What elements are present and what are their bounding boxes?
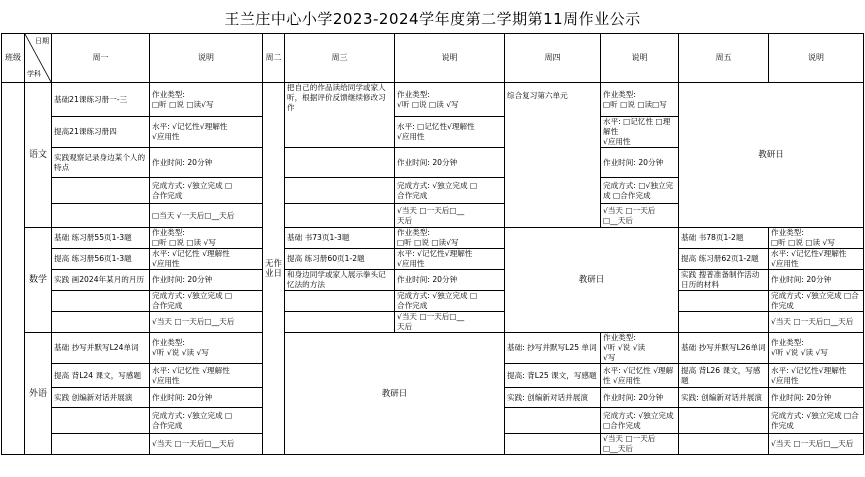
subject-name: 语文 bbox=[25, 83, 52, 228]
mon-task: 提高21课练习册四 bbox=[52, 117, 150, 148]
wed-note: 作业类型: √听 □说 □读 √写 bbox=[395, 83, 505, 117]
mon-note: 作业时间: 20分钟 bbox=[150, 388, 263, 408]
wed-note: 作业类型: □听 □说 □读√写 bbox=[395, 228, 505, 249]
thu-note: 水平: √记忆性 √理解性 √应用性 bbox=[601, 364, 679, 388]
fri-note: 作业类型: □听 □说 □读 √写 bbox=[769, 228, 864, 249]
table-row bbox=[2, 312, 864, 333]
wed-task bbox=[285, 178, 395, 204]
mon-note: 作业类型: □听 □说 □读 √写 bbox=[150, 228, 263, 249]
mon-task bbox=[52, 291, 150, 312]
mon-note: 完成方式: √独立完成 □ 合作完成 bbox=[150, 291, 263, 312]
mon-task: 实践 创编新对话并展演 bbox=[52, 388, 150, 408]
wed-note: 作业时间: 20分钟 bbox=[395, 148, 505, 178]
mon-note: 作业类型: □听 □说 □读√写 bbox=[150, 83, 263, 117]
thu-note: 水平: □记忆性 □理解性 √应用性 bbox=[601, 117, 679, 148]
mon-task: 实践观察记录身边某个人的特点 bbox=[52, 148, 150, 178]
mon-note: √当天 □一天后□__天后 bbox=[150, 312, 263, 333]
fri-task bbox=[679, 291, 769, 312]
wed-task bbox=[285, 204, 395, 228]
mon-note: 水平: √记忆性 √理解性 √应用性 bbox=[150, 364, 263, 388]
thu-note: √当天 □一天后 □__天后 bbox=[601, 204, 679, 228]
table-row bbox=[2, 83, 864, 117]
table-row bbox=[2, 333, 864, 364]
table-row bbox=[2, 249, 864, 270]
header-wed: 周三 bbox=[285, 34, 395, 83]
mon-note: 水平: √记忆性 √理解性 √应用性 bbox=[150, 249, 263, 270]
header-diagonal bbox=[25, 34, 52, 83]
table-row bbox=[2, 291, 864, 312]
thu-task bbox=[505, 408, 601, 434]
fri-task: 提高 背L26 课文，写感题 bbox=[679, 364, 769, 388]
wed-task: 和身边同学或家人展示拳头记忆法的方法 bbox=[285, 270, 395, 291]
fri-task: 基础 抄写并默写L26单词 bbox=[679, 333, 769, 364]
fri-task bbox=[679, 434, 769, 455]
grade-cell bbox=[2, 83, 25, 455]
subject-name: 数学 bbox=[25, 228, 52, 333]
thu-note: 作业时间: 20分钟 bbox=[601, 148, 679, 178]
mon-note: √当天 □一天后□__天后 bbox=[150, 434, 263, 455]
fri-task bbox=[679, 312, 769, 333]
tue-no-homework: 无作业日 bbox=[263, 83, 285, 455]
wed-note: 完成方式: √独立完成 □ 合作完成 bbox=[395, 291, 505, 312]
wed-research-day: 教研日 bbox=[285, 333, 505, 455]
header-note: 说明 bbox=[150, 34, 263, 83]
fri-note: 水平: √记忆性√理解性 √应用性 bbox=[769, 249, 864, 270]
mon-note: 作业时间: 20分钟 bbox=[150, 148, 263, 178]
wed-task: 提高 练习册60页1-2题 bbox=[285, 249, 395, 270]
header-thu: 周四 bbox=[505, 34, 601, 83]
fri-note: 水平: √记忆性√理解性 √应用性 bbox=[769, 364, 864, 388]
mon-task: 提高 练习册56页1-3题 bbox=[52, 249, 150, 270]
header-note: 说明 bbox=[769, 34, 864, 83]
wed-task: 把自己的作品读给同学或家人听，根据评价反馈继续修改习作 bbox=[285, 83, 395, 148]
fri-note: 作业时间: 20分钟 bbox=[769, 388, 864, 408]
wed-task bbox=[285, 291, 395, 312]
mon-note: 完成方式: √独立完成 □ 合作完成 bbox=[150, 178, 263, 204]
header-grade: 班级 bbox=[2, 34, 25, 83]
thu-note: 完成方式: □√独立完成 □合作完成 bbox=[601, 178, 679, 204]
fri-research-day: 教研日 bbox=[679, 83, 864, 228]
wed-task bbox=[285, 148, 395, 178]
thu-task: 实践: 创编新对话并展演 bbox=[505, 388, 601, 408]
mon-task bbox=[52, 408, 150, 434]
wed-note: √当天 □一天后□__ 天后 bbox=[395, 312, 505, 333]
mon-note: 完成方式: √独立完成 □ 合作完成 bbox=[150, 408, 263, 434]
wed-task bbox=[285, 312, 395, 333]
thu-task bbox=[505, 434, 601, 455]
fri-note: 完成方式: √独立完成 □合作完成 bbox=[769, 408, 864, 434]
wed-note: 作业时间: 20分钟 bbox=[395, 270, 505, 291]
wed-note: 水平: √记忆性√理解性 √应用性 bbox=[395, 249, 505, 270]
header-note: 说明 bbox=[601, 34, 679, 83]
fri-note: 作业时间: 20分钟 bbox=[769, 270, 864, 291]
mon-task: 基础 练习册55页1-3题 bbox=[52, 228, 150, 249]
thu-task: 综合复习第六单元 bbox=[505, 83, 601, 228]
subject-name: 外语 bbox=[25, 333, 52, 455]
fri-task: 实践: 创编新对话并展演 bbox=[679, 388, 769, 408]
wed-task: 基础 书73页1-3题 bbox=[285, 228, 395, 249]
fri-task bbox=[679, 408, 769, 434]
mon-task: 提高 背L24 课文，写感题 bbox=[52, 364, 150, 388]
header-note: 说明 bbox=[395, 34, 505, 83]
fri-task: 基础 书78页1-2题 bbox=[679, 228, 769, 249]
mon-task bbox=[52, 434, 150, 455]
header-subject-label: 学科 bbox=[27, 70, 41, 78]
mon-task bbox=[52, 204, 150, 228]
thu-note: 作业时间: 20分钟 bbox=[601, 388, 679, 408]
fri-task: 提高 练习册62页1-2题 bbox=[679, 249, 769, 270]
header-mon: 周一 bbox=[52, 34, 150, 83]
fri-note: 作业类型: √听 √说 √读 √写 bbox=[769, 333, 864, 364]
mon-task: 实践 画2024年某月的月历 bbox=[52, 270, 150, 291]
mon-note: 作业时间: 20分钟 bbox=[150, 270, 263, 291]
thu-note: 完成方式: √独立完成 □合作完成 bbox=[601, 408, 679, 434]
wed-note: 完成方式: √独立完成 □ 合作完成 bbox=[395, 178, 505, 204]
table-row bbox=[2, 228, 864, 249]
page-title: 王兰庄中心小学2023-2024学年度第二学期第11周作业公示 bbox=[224, 10, 641, 28]
homework-table bbox=[1, 33, 864, 455]
thu-note: 作业类型: √听 √说 √读 √写 bbox=[601, 333, 679, 364]
mon-task bbox=[52, 178, 150, 204]
fri-note: √当天 □一天后□__天后 bbox=[769, 434, 864, 455]
fri-task: 实践 搜普准备制作活动日历的材料 bbox=[679, 270, 769, 291]
thu-research-day: 教研日 bbox=[505, 228, 679, 333]
wed-note: 水平: □记忆性√理解性 √应用性 bbox=[395, 117, 505, 148]
fri-note: √当天 □一天后□__天后 bbox=[769, 312, 864, 333]
header-fri: 周五 bbox=[679, 34, 769, 83]
thu-note: √当天 □一天后 □__天后 bbox=[601, 434, 679, 455]
header-date-label: 日期 bbox=[35, 37, 49, 45]
thu-note: 作业类型: □听 □说 □读□写 bbox=[601, 83, 679, 117]
wed-note: √当天 □一天后□__ 天后 bbox=[395, 204, 505, 228]
mon-note: 水平: √记忆性√理解性 √应用性 bbox=[150, 117, 263, 148]
fri-note: 完成方式: √独立完成 □合作完成 bbox=[769, 291, 864, 312]
mon-task: 基础21课练习册一-三 bbox=[52, 83, 150, 117]
mon-task: 基础 抄写并默写L24单词 bbox=[52, 333, 150, 364]
mon-note: 作业类型: √听 √说 √读 √写 bbox=[150, 333, 263, 364]
mon-note: □当天 √一天后□__天后 bbox=[150, 204, 263, 228]
thu-task: 提高: 背L25 课文，写感题 bbox=[505, 364, 601, 388]
header-tue: 周二 bbox=[263, 34, 285, 83]
mon-task bbox=[52, 312, 150, 333]
thu-task: 基础: 抄写并默写L25 单词 bbox=[505, 333, 601, 364]
table-row bbox=[2, 270, 864, 291]
header-row bbox=[2, 34, 864, 83]
